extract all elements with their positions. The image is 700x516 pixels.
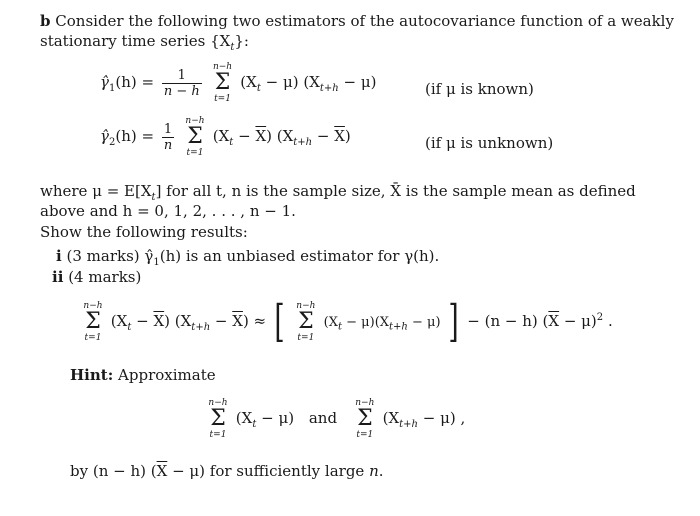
hint-label: Hint: bbox=[70, 366, 114, 384]
intro-sub: t bbox=[230, 42, 235, 53]
part-ii bbox=[52, 268, 141, 286]
approx-rhs: − (n − h) $(\overline{X} - \mu)^2$ . bbox=[467, 312, 613, 330]
intro-text-2-end: }: bbox=[234, 32, 249, 50]
sum-bot: t=1 bbox=[214, 94, 231, 104]
sum-top: n−h bbox=[355, 398, 375, 408]
where-text-b: ] for all t, n is the sample size, X̄ is the sample mean as defined bbox=[155, 182, 636, 200]
part-i-text: (3 marks) γ̂ bbox=[66, 247, 154, 265]
hint-text: Approximate bbox=[118, 366, 216, 384]
sigma-icon: Σ bbox=[298, 309, 314, 334]
sum-top: n−h bbox=[212, 62, 233, 72]
where-line2: above and h = 0, 1, 2, . . . , n − 1. bbox=[40, 202, 296, 220]
problem-label: b bbox=[40, 12, 51, 30]
part-i-sub: 1 bbox=[153, 257, 160, 268]
approx-inner: $(X_t - \mu)(X_{t+h} - \mu)$ bbox=[323, 315, 441, 333]
sum-bot: t=1 bbox=[84, 333, 102, 343]
problem-intro-line1 bbox=[40, 12, 674, 30]
problem-intro-line2 bbox=[40, 32, 249, 57]
gamma1-arg: (h) = bbox=[115, 73, 155, 91]
gamma2-body: $(X_t - \overline{X}) (X_{t+h} - \overline{X})$ bbox=[212, 127, 351, 148]
sigma-icon: Σ bbox=[85, 309, 101, 334]
part-i-text2: (h) is an unbiased estimator for γ(h). bbox=[159, 247, 440, 265]
sigma-icon: Σ bbox=[357, 406, 373, 431]
gamma1-sum bbox=[212, 62, 234, 104]
hint-line bbox=[70, 366, 216, 384]
sub-t: t bbox=[256, 83, 261, 94]
where-text-a: where μ = E[X bbox=[40, 182, 152, 200]
approx-lhs: $(X_t - \overline{X}) (X_{t+h} - \overline{X})$ ≈ bbox=[110, 312, 267, 333]
sum-top: n−h bbox=[83, 301, 103, 311]
sub-t-plus-h: t+h bbox=[319, 83, 339, 94]
gamma2-fraction bbox=[162, 122, 174, 153]
intro-text-1: Consider the following two estimators of the autocovariance function of a weakly bbox=[55, 12, 674, 30]
gamma1-fraction bbox=[162, 68, 202, 99]
sum-top: n−h bbox=[208, 398, 228, 408]
gamma2-frac-num: 1 bbox=[162, 122, 174, 138]
gamma1-body-b: − μ) (X bbox=[265, 73, 320, 91]
sum-bot: t=1 bbox=[297, 333, 315, 343]
approx-sum-lhs bbox=[82, 301, 104, 343]
sigma-icon: Σ bbox=[214, 70, 231, 95]
gamma2-frac-den: n bbox=[163, 137, 173, 153]
gamma1-body-c: − μ) bbox=[343, 73, 377, 91]
sum-top: n−h bbox=[185, 116, 205, 126]
intro-text-2: stationary time series {X bbox=[40, 32, 231, 50]
right-bracket-icon: ] bbox=[448, 296, 460, 347]
gamma1-symbol: γ̂ bbox=[100, 73, 109, 91]
sum-top: n−h bbox=[296, 301, 316, 311]
sum-bot: t=1 bbox=[186, 148, 204, 158]
sigma-icon: Σ bbox=[210, 406, 226, 431]
sum-bot: t=1 bbox=[356, 430, 374, 440]
hint-expr1: $(X_t - \mu)$ bbox=[235, 409, 295, 430]
gamma1-frac-num: 1 bbox=[162, 68, 202, 84]
hint-sum-2 bbox=[354, 398, 376, 440]
part-i-label: i bbox=[56, 247, 62, 265]
sigma-icon: Σ bbox=[187, 124, 203, 149]
gamma1-frac-den: n − h bbox=[163, 83, 200, 99]
hint-expr2: $(X_{t+h} - \mu)$ , bbox=[382, 409, 466, 430]
gamma2-equation bbox=[100, 116, 351, 158]
gamma2-sum bbox=[184, 116, 206, 158]
gamma2-symbol: γ̂ bbox=[100, 127, 109, 145]
part-ii-label: ii bbox=[52, 268, 64, 286]
part-ii-text: (4 marks) bbox=[68, 268, 142, 286]
sum-bot: t=1 bbox=[209, 430, 227, 440]
where-sub: t bbox=[151, 192, 156, 203]
gamma1-body-a: (X bbox=[240, 73, 257, 91]
gamma2-note: (if μ is unknown) bbox=[425, 134, 554, 152]
approx-equation bbox=[80, 296, 613, 347]
gamma1-equation bbox=[100, 62, 376, 104]
hint-and: and bbox=[308, 409, 338, 427]
left-bracket-icon: [ bbox=[274, 296, 285, 347]
hint-by-line: by (n − h) $(\overline{X} - \mu)$ for sufficiently large n. bbox=[70, 462, 384, 480]
where-line3: Show the following results: bbox=[40, 223, 248, 241]
approx-sum-inner bbox=[295, 301, 317, 343]
gamma2-sub: 2 bbox=[108, 137, 116, 148]
gamma2-arg: (h) = bbox=[115, 127, 155, 145]
hint-sum-1 bbox=[207, 398, 229, 440]
hint-expressions bbox=[205, 398, 465, 440]
gamma1-note: (if μ is known) bbox=[425, 80, 534, 98]
gamma1-sub: 1 bbox=[108, 83, 116, 94]
